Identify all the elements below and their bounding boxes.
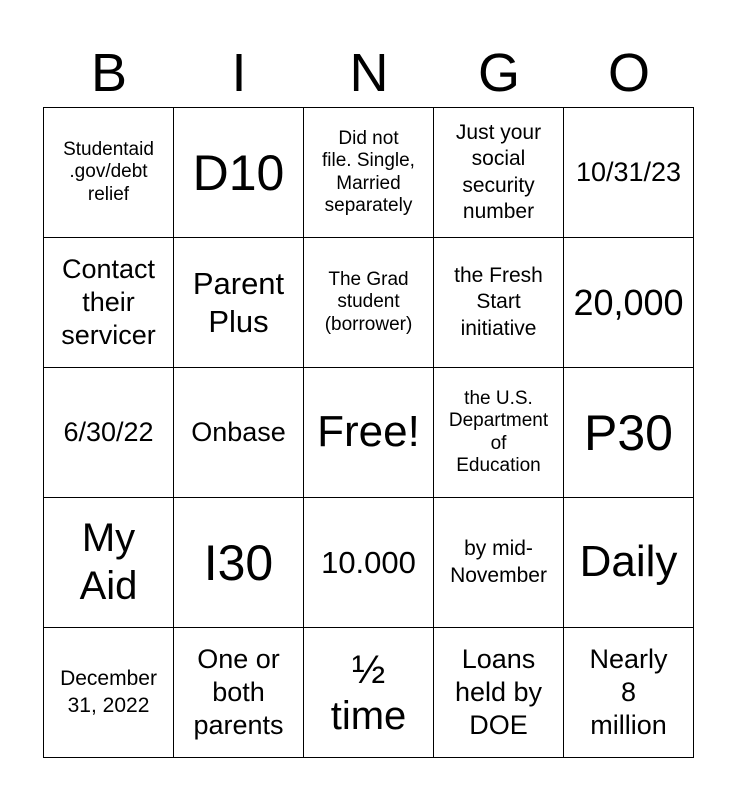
bingo-cell-r1c3[interactable]: Did not file. Single, Married separately [304, 108, 434, 238]
bingo-cell-r5c1[interactable]: December 31, 2022 [44, 628, 174, 758]
header-letter-n: N [349, 43, 389, 103]
bingo-cell-r4c1[interactable]: My Aid [44, 498, 174, 628]
bingo-cell-r2c5[interactable]: 20,000 [564, 238, 694, 368]
bingo-cell-r2c2[interactable]: Parent Plus [174, 238, 304, 368]
header-letter-b: B [90, 43, 128, 103]
bingo-cell-r5c5[interactable]: Nearly 8 million [564, 628, 694, 758]
bingo-cell-r4c3[interactable]: 10.000 [304, 498, 434, 628]
bingo-cell-r5c4[interactable]: Loans held by DOE [434, 628, 564, 758]
header-letter-o: O [607, 43, 650, 103]
bingo-cell-r4c5[interactable]: Daily [564, 498, 694, 628]
bingo-cell-r2c1[interactable]: Contact their servicer [44, 238, 174, 368]
bingo-cell-r5c2[interactable]: One or both parents [174, 628, 304, 758]
bingo-cell-r3c3[interactable]: Free! [304, 368, 434, 498]
bingo-cell-r4c2[interactable]: I30 [174, 498, 304, 628]
bingo-grid [43, 107, 694, 758]
bingo-cell-r3c5[interactable]: P30 [564, 368, 694, 498]
bingo-cell-r1c5[interactable]: 10/31/23 [564, 108, 694, 238]
bingo-cell-r2c4[interactable]: the Fresh Start initiative [434, 238, 564, 368]
bingo-header [44, 38, 694, 108]
bingo-cell-r3c4[interactable]: the U.S. Department of Education [434, 368, 564, 498]
bingo-cell-r1c4[interactable]: Just your social security number [434, 108, 564, 238]
bingo-cell-r2c3[interactable]: The Grad student (borrower) [304, 238, 434, 368]
bingo-cell-r4c4[interactable]: by mid- November [434, 498, 564, 628]
header-letter-g: G [477, 43, 520, 103]
header-letter-i: I [231, 43, 247, 103]
bingo-cell-r1c2[interactable]: D10 [174, 108, 304, 238]
bingo-cell-r3c1[interactable]: 6/30/22 [44, 368, 174, 498]
bingo-cell-r3c2[interactable]: Onbase [174, 368, 304, 498]
bingo-cell-r5c3[interactable]: ½ time [304, 628, 434, 758]
bingo-cell-r1c1[interactable]: Studentaid .gov/debt relief [44, 108, 174, 238]
